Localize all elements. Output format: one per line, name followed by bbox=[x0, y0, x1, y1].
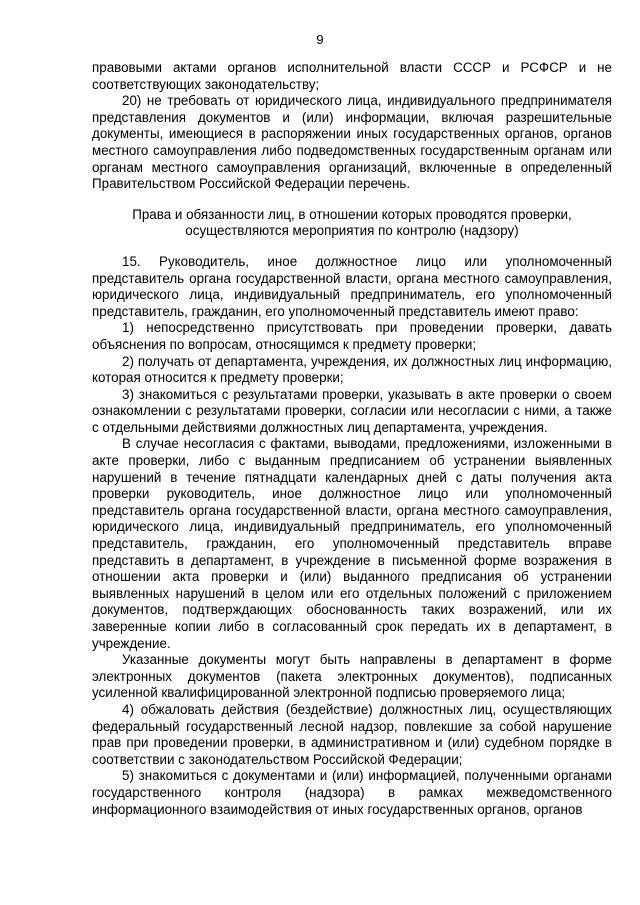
paragraph-15: 15. Руководитель, иное должностное лицо или уполномоченный представитель органа государственной власти, органа местного самоуправления, юридического лица, индивидуальный предприниматель, его уполномоченный представитель, гражданин, его уполномоченный представитель имеют право: bbox=[92, 253, 612, 319]
paragraph-item-4: 4) обжаловать действия (бездействие) должностных лиц, осуществляющих федеральный государственный лесной надзор, повлекшие за собой нарушение прав при проведении проверки, в административном и (или) судебном порядке в соответствии с законодательством Российской Федерации; bbox=[92, 701, 612, 767]
paragraph-continuation: правовыми актами органов исполнительной власти СССР и РСФСР и не соответствующих законодательству; bbox=[92, 60, 612, 92]
page-number: 9 bbox=[316, 32, 324, 47]
document-body bbox=[92, 60, 612, 818]
paragraph-item-5: 5) знакомиться с документами и (или) информацией, полученными органами государственного контроля (надзора) в рамках межведомственного информационного взаимодействия от иных государственных органов, органов bbox=[92, 768, 612, 817]
paragraph-item-1: 1) непосредственно присутствовать при проведении проверки, давать объяснения по вопросам, относящимся к предмету проверки; bbox=[92, 320, 612, 352]
paragraph-item-20: 20) не требовать от юридического лица, индивидуального предпринимателя представления документов и (или) информации, включая разрешительные документы, имеющиеся в распоряжении иных государственных органов, органов местного самоуправления либо подведомственных государственным органам или органам местного самоуправления организаций, включенные в определенный Правительством Российской Федерации перечень. bbox=[92, 93, 612, 192]
paragraph-item-3: 3) знакомиться с результатами проверки, указывать в акте проверки о своем ознакомлении с результатами проверки, согласии или несогласии с ними, а также с отдельными действиями должностных лиц департамента, учреждения. bbox=[92, 386, 612, 435]
paragraph-item-2: 2) получать от департамента, учреждения, их должностных лиц информацию, которая относится к предмету проверки; bbox=[92, 353, 612, 386]
section-heading: Права и обязанности лиц, в отношении которых проводятся проверки, осуществляются мероприятия по контролю (надзору) bbox=[132, 206, 572, 239]
paragraph-electronic-documents: Указанные документы могут быть направлены в департамент в форме электронных документов (пакета электронных документов), подписанных усиленной квалифицированной электронной подписью проверяемого лица; bbox=[92, 652, 612, 701]
paragraph-disagreement: В случае несогласия с фактами, выводами, предложениями, изложенными в акте проверки, либо с выданным предписанием об устранении выявленных нарушений в течение пятнадцати календарных дней с даты получения акта проверки руководитель, иное должностное лицо или уполномоченный представитель органа государственной власти, органа местного самоуправления, юридического лица, индивидуальный предприниматель, его уполномоченный представитель, гражданин, его уполномоченный представитель вправе представить в департамент, в учреждение в письменной форме возражения в отношении акта проверки и (или) выданного предписания об устранении выявленных нарушений в целом или его отдельных положений с приложением документов, подтверждающих обоснованность таких возражений, или их заверенные копии либо в согласованный срок передать их в департамент, в учреждение. bbox=[92, 436, 612, 651]
